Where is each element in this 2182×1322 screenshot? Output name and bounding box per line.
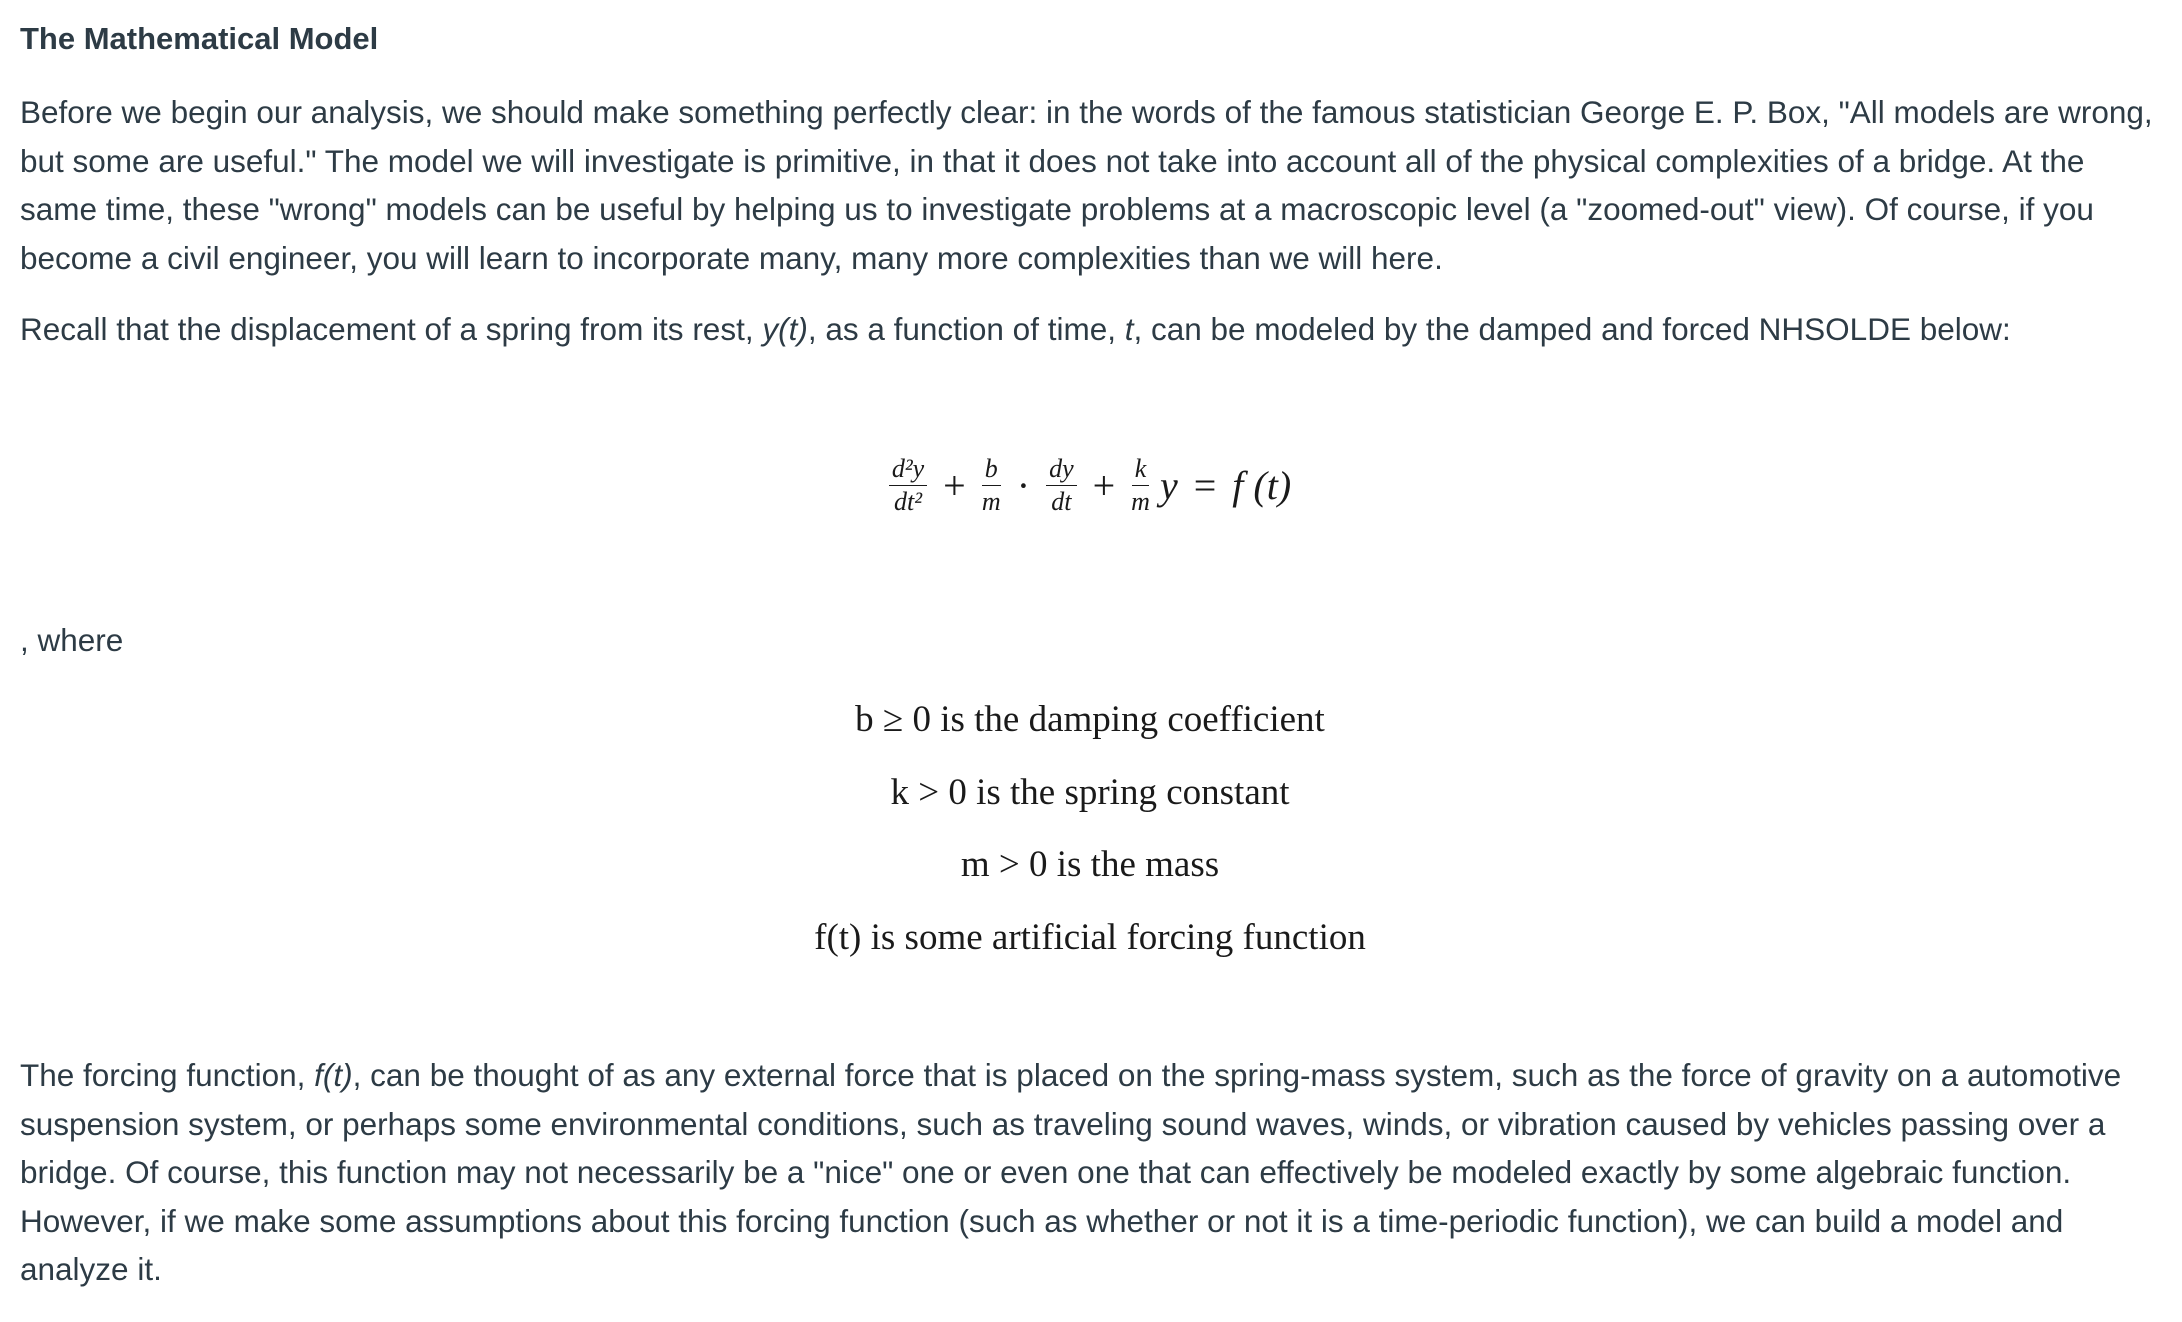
fraction-denominator: dt (1051, 487, 1072, 516)
second-derivative-fraction (889, 455, 927, 516)
nhsolde-equation (20, 440, 2160, 516)
recall-text-1: Recall that the displacement of a spring from its rest, (20, 311, 763, 347)
where-text: , where (20, 622, 124, 658)
variable-y: y (1159, 463, 1178, 508)
fraction-denominator: m (1131, 487, 1150, 516)
recall-text-2: , as a function of time, (807, 311, 1125, 347)
recall-text-3: , can be modeled by the damped and forced NHSOLDE below: (1133, 311, 2011, 347)
page-title: The Mathematical Model (20, 21, 379, 56)
variable-f-of-t: f(t) (314, 1057, 353, 1093)
variable-t: t (1124, 311, 1134, 347)
definitions-list (20, 684, 2160, 974)
plus-operator: + (943, 463, 966, 508)
forcing-function-term: f (t) (1232, 463, 1292, 508)
fraction-denominator: dt² (893, 487, 923, 516)
forcing-text-1: The forcing function, (20, 1057, 315, 1093)
fraction-numerator: d²y (889, 455, 927, 486)
dot-operator: · (1016, 463, 1031, 508)
plus-operator: + (1092, 463, 1116, 508)
first-derivative-fraction (1046, 455, 1077, 516)
equals-operator: = (1193, 463, 1217, 508)
definition-spring-constant: k > 0 is the spring constant (890, 771, 1290, 813)
recall-paragraph (20, 305, 2160, 354)
definition-mass: m > 0 is the mass (960, 844, 1220, 885)
fraction-numerator: k (1132, 455, 1150, 486)
intro-paragraph: Before we begin our analysis, we should make something perfectly clear: in the words of the famous statistician George E. P. Box, "All models are wrong, but some are useful." The model we will investigate is primitive, in that it does not take into account all of the physical complexities of a bridge. At the same time, these "wrong" models can be useful by helping us to investigate problems at a macroscopic level (a "zoomed-out" view). Of course, if you become a civil engineer, you will learn to incorporate many, many more complexities than we will here. (20, 94, 2153, 276)
forcing-text-2: , can be thought of as any external force that is placed on the spring-mass system, such as the force of gravity on a automotive suspension system, or perhaps some environmental conditions, such as traveling sound waves, winds, or vibration caused by vehicles passing over a bridge. Of course, this function may not necessarily be a "nice" one or even one that can effectively be modeled exactly by some algebraic function. However, if we make some assumptions about this forcing function (such as whether or not it is a time-periodic function), we can build a model and analyze it. (20, 1057, 2122, 1288)
fraction-denominator: m (981, 487, 1001, 516)
spring-ratio-fraction (1131, 455, 1150, 516)
fraction-numerator: dy (1046, 455, 1077, 486)
variable-y-of-t: y(t) (762, 311, 808, 347)
fraction-numerator: b (982, 455, 1001, 486)
damping-ratio-fraction (982, 455, 1001, 516)
forcing-function-paragraph (20, 1051, 2160, 1294)
definition-damping: b ≥ 0 is the damping coefficient (855, 699, 1325, 740)
definition-forcing-function: f(t) is some artificial forcing function (814, 916, 1366, 958)
